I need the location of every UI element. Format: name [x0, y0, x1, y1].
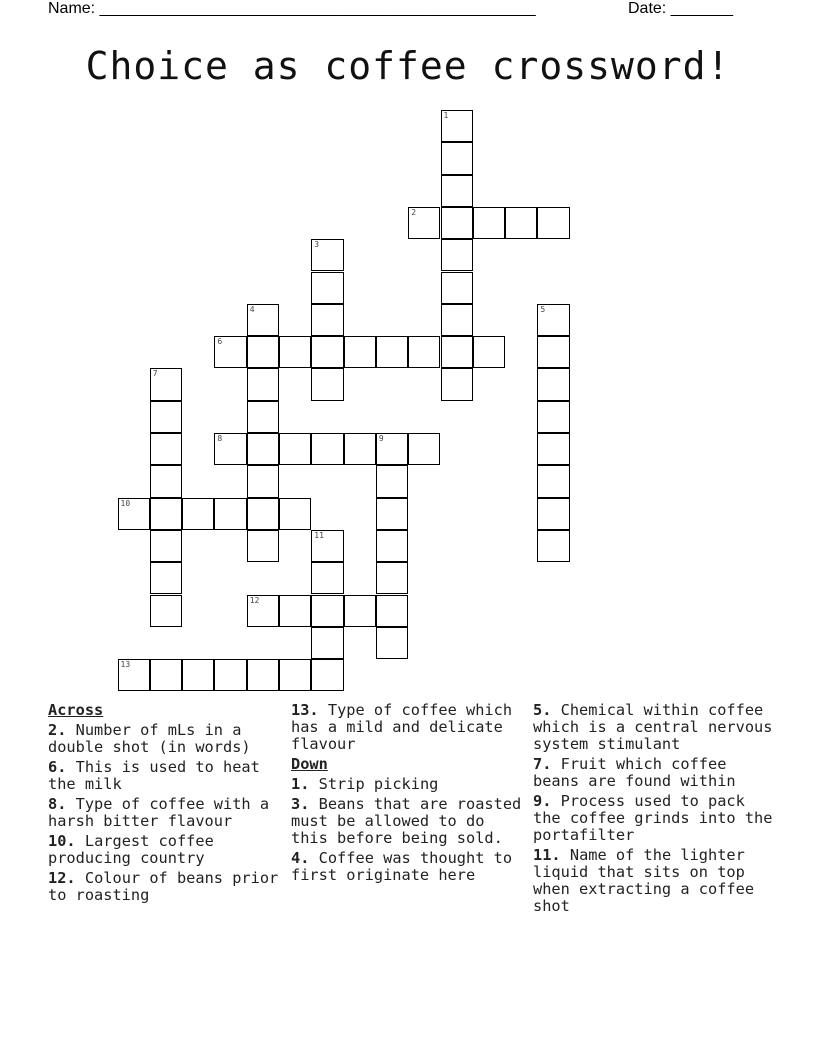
clue-number: 12. [48, 869, 76, 887]
grid-cell[interactable] [150, 595, 182, 627]
clue-text: Largest coffee producing country [48, 832, 214, 867]
clue-number: 7. [533, 755, 552, 773]
grid-cell[interactable] [247, 498, 279, 530]
grid-cell[interactable] [182, 659, 214, 691]
grid-cell[interactable] [473, 207, 505, 239]
grid-cell[interactable] [505, 207, 537, 239]
cell-number: 6 [217, 337, 223, 347]
grid-cell[interactable] [376, 627, 408, 659]
grid-cell[interactable] [150, 368, 182, 400]
grid-cell[interactable] [441, 336, 473, 368]
grid-cell[interactable] [311, 336, 343, 368]
grid-cell[interactable] [279, 498, 311, 530]
grid-cell[interactable] [311, 530, 343, 562]
grid-cell[interactable] [150, 465, 182, 497]
grid-cell[interactable] [279, 659, 311, 691]
cell-number: 13 [120, 660, 131, 670]
clue-number: 3. [291, 795, 310, 813]
clue-number: 10. [48, 832, 76, 850]
grid-cell[interactable] [408, 336, 440, 368]
grid-cell[interactable] [214, 336, 246, 368]
clue-across-13 [291, 702, 527, 753]
grid-cell[interactable] [247, 530, 279, 562]
grid-cell[interactable] [537, 401, 569, 433]
grid-cell[interactable] [537, 368, 569, 400]
clue-across-12 [48, 870, 284, 904]
grid-cell[interactable] [247, 336, 279, 368]
grid-cell[interactable] [344, 433, 376, 465]
grid-cell[interactable] [311, 433, 343, 465]
grid-cell[interactable] [376, 433, 408, 465]
grid-cell[interactable] [441, 110, 473, 142]
grid-cell[interactable] [214, 659, 246, 691]
clue-across-8 [48, 796, 284, 830]
grid-cell[interactable] [214, 433, 246, 465]
grid-cell[interactable] [408, 207, 440, 239]
cell-number: 9 [378, 434, 384, 443]
grid-cell[interactable] [279, 595, 311, 627]
grid-cell[interactable] [311, 272, 343, 304]
grid-cell[interactable] [247, 465, 279, 497]
grid-cell[interactable] [311, 595, 343, 627]
grid-cell[interactable] [311, 239, 343, 271]
clue-text: Colour of beans prior to roasting [48, 869, 279, 904]
grid-cell[interactable] [473, 336, 505, 368]
grid-cell[interactable] [376, 562, 408, 594]
page-title: Choice as coffee crossword! [85, 44, 731, 88]
grid-cell[interactable] [537, 304, 569, 336]
grid-cell[interactable] [376, 465, 408, 497]
grid-cell[interactable] [441, 175, 473, 207]
clue-number: 13. [291, 701, 319, 719]
grid-cell[interactable] [247, 659, 279, 691]
clue-text: This is used to heat the milk [48, 758, 260, 793]
clue-across-6 [48, 759, 284, 793]
cell-number: 1 [443, 111, 449, 120]
clue-text: Beans that are roasted must be allowed to do this before being sold. [291, 795, 522, 847]
grid-cell[interactable] [441, 142, 473, 174]
grid-cell[interactable] [376, 336, 408, 368]
clue-text: Fruit which coffee beans are found within [533, 755, 736, 790]
clue-number: 2. [48, 721, 67, 739]
clue-number: 8. [48, 795, 67, 813]
clue-text: Process used to pack the coffee grinds into the portafilter [533, 792, 773, 844]
grid-cell[interactable] [376, 530, 408, 562]
clue-text: Coffee was thought to first originate here [291, 849, 513, 884]
grid-cell[interactable] [150, 530, 182, 562]
cell-number: 5 [540, 304, 546, 314]
clue-number: 11. [533, 846, 561, 864]
clue-across-10 [48, 833, 284, 867]
cell-number: 3 [314, 240, 320, 250]
clue-down-4 [291, 850, 527, 884]
clue-down-11 [533, 847, 773, 915]
clues-column-2 [291, 702, 527, 887]
down-heading: Down [291, 755, 328, 773]
grid-cell[interactable] [441, 304, 473, 336]
cell-number: 10 [120, 498, 131, 508]
clue-down-3 [291, 796, 527, 847]
grid-cell[interactable] [247, 368, 279, 400]
cell-number: 8 [217, 434, 223, 443]
clue-text: Number of mLs in a double shot (in words) [48, 721, 251, 756]
grid-cell[interactable] [537, 433, 569, 465]
grid-cell[interactable] [150, 433, 182, 465]
grid-cell[interactable] [537, 465, 569, 497]
grid-cell[interactable] [150, 498, 182, 530]
clue-text: Strip picking [318, 775, 439, 793]
grid-cell[interactable] [311, 562, 343, 594]
cell-number: 11 [314, 530, 324, 540]
grid-cell[interactable] [441, 272, 473, 304]
clue-down-1 [291, 776, 527, 793]
grid-cell[interactable] [311, 304, 343, 336]
cell-number: 7 [152, 369, 158, 379]
grid-cell[interactable] [441, 239, 473, 271]
grid-cell[interactable] [441, 368, 473, 400]
grid-cell[interactable] [311, 627, 343, 659]
clue-number: 9. [533, 792, 552, 810]
grid-cell[interactable] [182, 498, 214, 530]
clue-text: Name of the lighter liquid that sits on top when extracting a coffee shot [533, 846, 755, 915]
clue-number: 4. [291, 849, 310, 867]
grid-cell[interactable] [150, 659, 182, 691]
clue-number: 1. [291, 775, 310, 793]
grid-cell[interactable] [344, 595, 376, 627]
clue-across-2 [48, 722, 284, 756]
clue-text: Chemical within coffee which is a central nervous system stimulant [533, 701, 773, 753]
clue-down-5 [533, 702, 773, 753]
clue-down-9 [533, 793, 773, 844]
grid-cell[interactable] [279, 433, 311, 465]
grid-cell[interactable] [247, 433, 279, 465]
cell-number: 2 [411, 207, 417, 217]
grid-cell[interactable] [311, 659, 343, 691]
grid-cell[interactable] [441, 207, 473, 239]
clue-number: 6. [48, 758, 67, 776]
clue-text: Type of coffee which has a mild and delicate flavour [291, 701, 513, 753]
grid-cell[interactable] [247, 401, 279, 433]
grid-cell[interactable] [537, 207, 569, 239]
grid-cell[interactable] [279, 336, 311, 368]
grid-cell[interactable] [247, 595, 279, 627]
grid-cell[interactable] [150, 562, 182, 594]
grid-cell[interactable] [344, 336, 376, 368]
grid-cell[interactable] [118, 659, 150, 691]
clue-text: Type of coffee with a harsh bitter flavour [48, 795, 270, 830]
grid-cell[interactable] [118, 498, 150, 530]
clues-column-3 [533, 702, 773, 918]
clue-down-7 [533, 756, 773, 790]
grid-cell[interactable] [376, 595, 408, 627]
cell-number: 4 [249, 304, 255, 314]
cell-number: 12 [249, 595, 260, 605]
grid-cell[interactable] [376, 498, 408, 530]
grid-cell[interactable] [311, 368, 343, 400]
across-heading: Across [48, 701, 104, 719]
date-field[interactable]: Date: _______ [628, 0, 733, 17]
clue-number: 5. [533, 701, 552, 719]
grid-cell[interactable] [537, 530, 569, 562]
clues-column-1 [48, 702, 284, 907]
grid-cell[interactable] [408, 433, 440, 465]
name-field[interactable]: Name: _________________________________________________ [48, 0, 536, 17]
grid-cell[interactable] [247, 304, 279, 336]
grid-cell[interactable] [537, 498, 569, 530]
grid-cell[interactable] [150, 401, 182, 433]
grid-cell[interactable] [537, 336, 569, 368]
grid-cell[interactable] [214, 498, 246, 530]
